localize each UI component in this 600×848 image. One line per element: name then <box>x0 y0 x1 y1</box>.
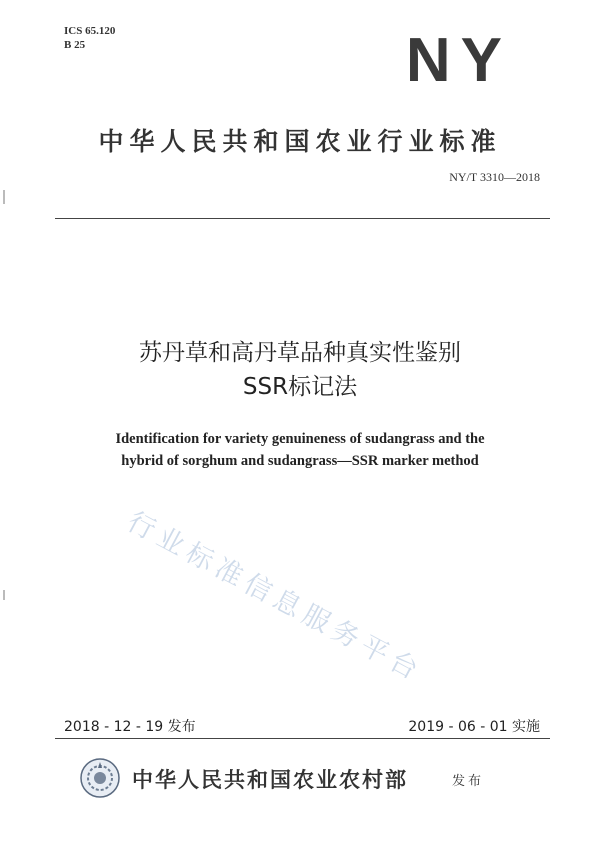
standard-number: NY/T 3310—2018 <box>449 170 540 184</box>
english-title-line2: hybrid of sorghum and sudangrass—SSR marker method <box>121 453 479 469</box>
edge-mark <box>3 590 5 600</box>
ny-logo: NY <box>405 26 512 95</box>
implementation-date: 2019 - 06 - 01 实施 <box>408 719 540 735</box>
english-title <box>0 428 600 472</box>
footer-divider <box>55 738 550 739</box>
issue-date: 2018 - 12 - 19 发布 <box>64 719 196 735</box>
ics-code: ICS 65.120 <box>64 25 116 37</box>
issuing-authority: 中华人民共和国农业农村部 <box>132 768 408 792</box>
chinese-title-line2: SSR标记法 <box>242 374 358 400</box>
standard-organization: 中华人民共和国农业行业标准 <box>98 127 502 156</box>
ministry-emblem-icon <box>80 758 120 798</box>
english-title-line1: Identification for variety genuineness of sudangrass and the <box>115 431 485 447</box>
chinese-title <box>0 336 600 404</box>
classification-codes <box>64 24 115 52</box>
watermark: 行业标准信息服务平台 <box>122 506 429 689</box>
publish-label: 发布 <box>452 774 485 789</box>
edge-mark <box>3 190 5 204</box>
ccs-code: B 25 <box>64 39 86 51</box>
chinese-title-line1: 苏丹草和高丹草品种真实性鉴别 <box>139 340 461 366</box>
header-divider <box>55 218 550 219</box>
